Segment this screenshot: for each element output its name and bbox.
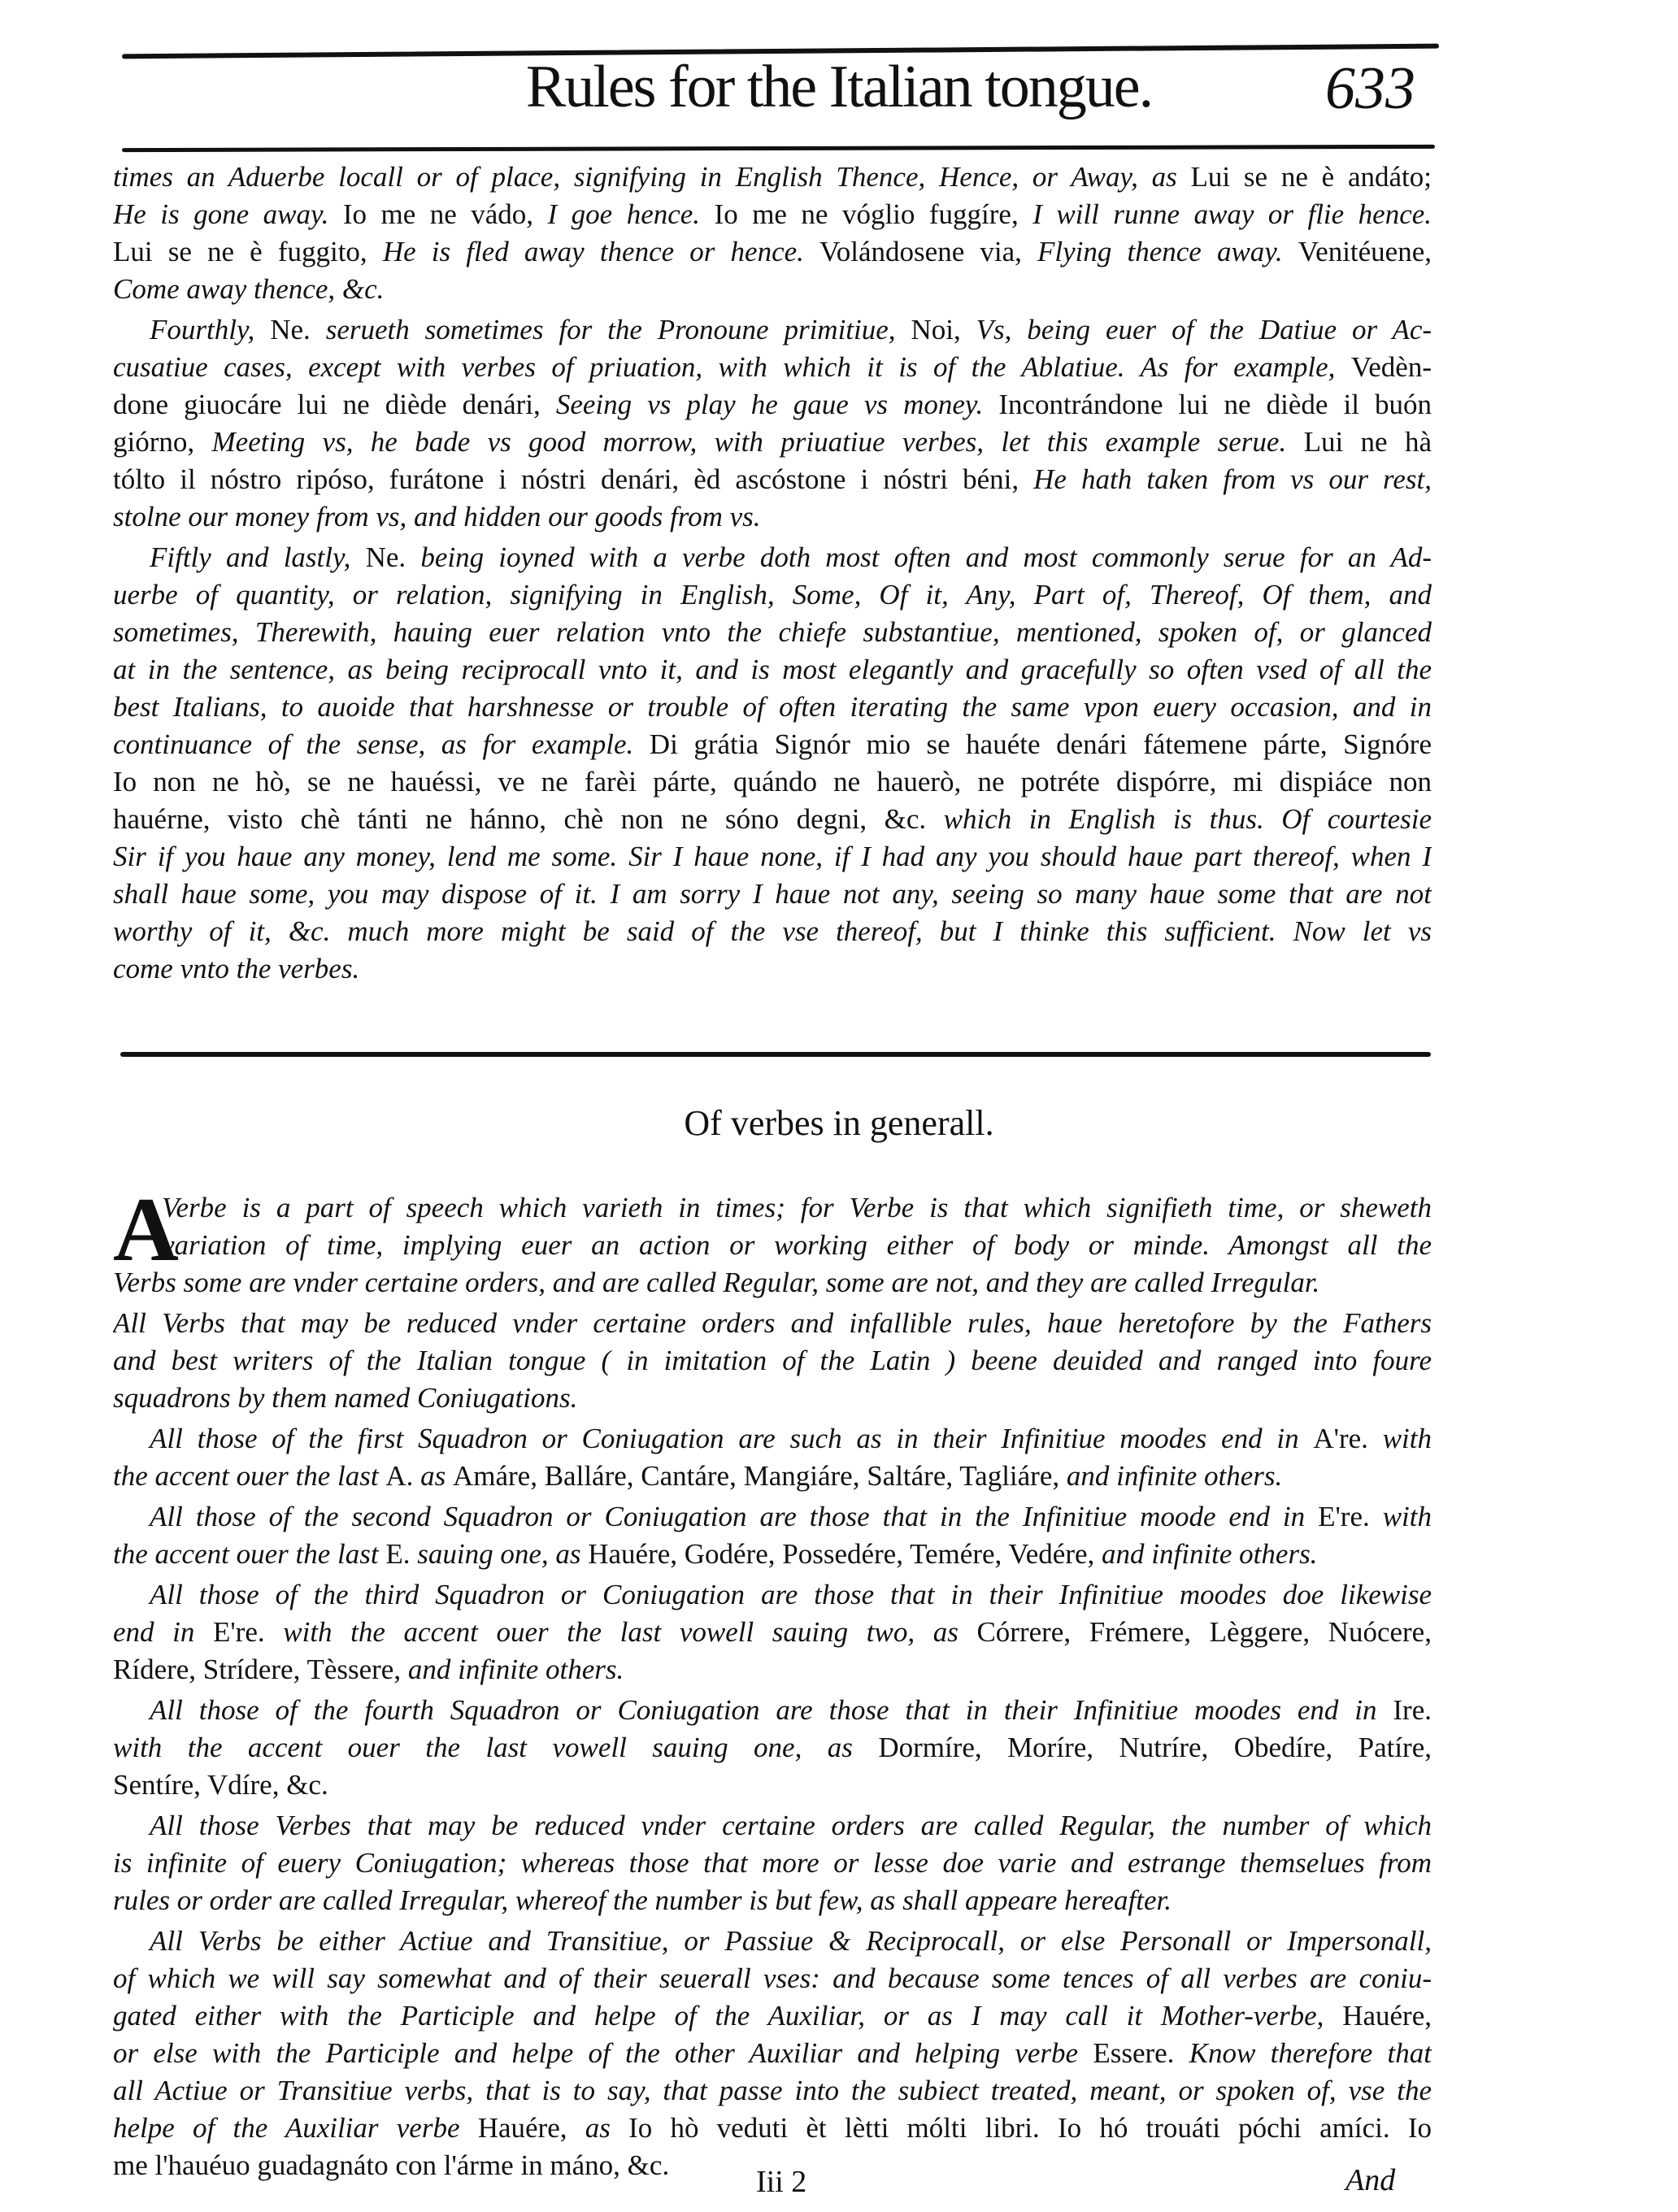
paragraph (113, 311, 1432, 536)
italic-text: He is fled away thence or hence. (382, 236, 820, 267)
text-line (113, 539, 1432, 576)
italic-text: sometimes, Therewith, hauing euer relation vnto the chiefe substantiue, mentioned, spoken of, or glanced (113, 616, 1432, 648)
italic-text: I will runne away or flie hence. (1032, 198, 1432, 230)
italic-text: rules or order are called Irregular, whereof the number is but few, as shall appeare hereafter. (113, 1884, 1172, 1916)
italic-text: Meeting vs, he bade vs good morrow, with priuatiue verbes, let this example serue. (211, 426, 1304, 458)
italic-text: times an Aduerbe locall or of place, signifying in English Thence, Hence, or Away, as (113, 161, 1191, 193)
text-line (113, 1692, 1432, 1729)
roman-text: Ne. (270, 314, 326, 345)
roman-text: Io hò veduti èt lètti mólti libri. Io hó trouáti póchi amíci. Io (628, 2112, 1432, 2144)
text-line (113, 1767, 1432, 1804)
text-line (113, 651, 1432, 689)
paragraph (113, 1180, 1432, 1302)
paragraph (113, 1420, 1432, 1495)
text-line (113, 801, 1432, 838)
italic-text: end in (113, 1616, 213, 1648)
paragraph (113, 1576, 1432, 1688)
italic-text: All Verbs that may be reduced vnder certaine orders and infallible rules, haue heretofore by the Fathers (113, 1307, 1432, 1339)
section-heading: Of verbes in generall. (684, 1103, 994, 1143)
italic-text: as (420, 1460, 453, 1492)
text-line (113, 1498, 1432, 1536)
text-line (113, 386, 1432, 424)
text-line (113, 424, 1432, 461)
italic-text: which in English is thus. Of courtesie (943, 803, 1432, 835)
roman-text: Córrere, Frémere, Lèggere, Nuócere, (976, 1616, 1432, 1648)
roman-text: E're. (213, 1616, 284, 1648)
roman-text: Sentíre, Vdíre, &c. (113, 1769, 328, 1801)
paragraph (113, 1692, 1432, 1804)
roman-text: E. (385, 1538, 418, 1570)
text-line (113, 1960, 1432, 1997)
paragraph (113, 539, 1432, 988)
paragraph (113, 159, 1432, 308)
text-line (113, 1458, 1432, 1495)
paragraph (113, 1305, 1432, 1417)
text-line (113, 2035, 1432, 2072)
roman-text: Lui se ne è andáto; (1190, 161, 1432, 193)
italic-text: the accent ouer the last (113, 1538, 386, 1570)
italic-text: with the accent ouer the last vowell sauing one, as (113, 1732, 879, 1763)
text-line (113, 726, 1432, 763)
signature-mark: Iii 2 (756, 2165, 807, 2199)
text-line (113, 271, 1432, 308)
text-line (113, 1536, 1432, 1573)
section-verbes-in-generall (113, 1180, 1432, 2188)
italic-text: He is gone away. (113, 198, 343, 230)
text-line (113, 1264, 1432, 1302)
italic-text: I goe hence. (547, 198, 715, 230)
text-line (113, 763, 1432, 801)
italic-text: stolne our money from vs, and hidden our goods from vs. (113, 501, 761, 532)
italic-text: All Verbs be either Actiue and Transitiue, or Passiue & Reciprocall, or else Personall or Impersonall, (150, 1925, 1432, 1957)
italic-text: squadrons by them named Coniugations. (113, 1382, 578, 1414)
italic-text: Fiftly and lastly, (150, 541, 366, 573)
running-title: Rules for the Italian tongue. (525, 54, 1153, 120)
roman-text: Io me ne vóglio fuggíre, (714, 198, 1033, 230)
paragraph (113, 1923, 1432, 2184)
text-line (113, 576, 1432, 614)
roman-text: Rídere, Strídere, Tèssere, (113, 1654, 408, 1685)
text-line (113, 461, 1432, 498)
roman-text: Venitéuene, (1298, 236, 1432, 267)
italic-text: sauing one, as (417, 1538, 589, 1570)
italic-text: worthy of it, &c. much more might be said of the vse thereof, but I thinke this sufficient. Now let vs (113, 915, 1432, 947)
catchword: And (1345, 2163, 1396, 2197)
text-line (113, 311, 1432, 349)
text-line (113, 1342, 1432, 1380)
roman-text: Incontrándone lui ne diède il buón (998, 389, 1432, 420)
text-line (113, 159, 1432, 196)
roman-text: Ire. (1393, 1694, 1432, 1726)
roman-text: Hauére, (1342, 2000, 1432, 2032)
roman-text: Lui ne hà (1303, 426, 1432, 458)
italic-text: of which we will say somewhat and of their seuerall vses: and because some tences of all verbes are coniu- (113, 1962, 1432, 1994)
roman-text: Ne. (365, 541, 421, 573)
text-line (113, 614, 1432, 651)
italic-text: come vnto the verbes. (113, 953, 360, 984)
text-line (113, 1882, 1432, 1919)
text-line (113, 1614, 1432, 1651)
text-line (113, 498, 1432, 536)
roman-text: Vedèn- (1350, 351, 1432, 383)
text-line (113, 1576, 1432, 1614)
text-line (113, 1227, 1432, 1264)
text-line (113, 913, 1432, 950)
text-line (113, 1807, 1432, 1845)
roman-text: Noi, (911, 314, 976, 345)
italic-text: Know therefore that (1189, 2037, 1432, 2069)
italic-text: being ioyned with a verbe doth most often and most commonly serue for an Ad- (420, 541, 1432, 573)
roman-text: Hauére, Godére, Possedére, Temére, Vedére, (588, 1538, 1102, 1570)
italic-text: uerbe of quantity, or relation, signifying in English, Some, Of it, Any, Part of, Thereof, Of them, and (113, 579, 1432, 611)
text-line (113, 1997, 1432, 2035)
italic-text: Come away thence, &c. (113, 273, 385, 305)
italic-text: all Actiue or Transitiue verbs, that is to say, that passe into the subiect treated, meant, or spoken of, vse the (113, 2075, 1432, 2106)
italic-text: Sir if you haue any money, lend me some. Sir I haue none, if I had any you should haue part thereof, when I (113, 841, 1432, 872)
italic-text: the accent ouer the last (113, 1460, 386, 1492)
italic-text: Verbe is a part of speech which varieth in times; for Verbe is that which signifieth time, or sheweth (162, 1192, 1432, 1223)
italic-text: All those of the first Squadron or Coniugation are such as in their Infinitiue moodes end in (150, 1423, 1314, 1454)
roman-text: Amáre, Balláre, Cantáre, Mangiáre, Saltáre, Tagliáre, (452, 1460, 1067, 1492)
roman-text: A're. (1313, 1423, 1368, 1454)
italic-text: or else with the Participle and helpe of the other Auxiliar and helping verbe (113, 2037, 1093, 2069)
text-line (113, 1420, 1432, 1458)
italic-text: shall haue some, you may dispose of it. I am sorry I haue not any, seeing so many haue some that are not (113, 878, 1432, 910)
roman-text: giórno, (113, 426, 212, 458)
italic-text: Seeing vs play he gaue vs money. (555, 389, 999, 420)
text-line (113, 2072, 1432, 2110)
italic-text: All those of the third Squadron or Coniugation are those that in their Infinitiue moodes doe likewise (150, 1579, 1432, 1610)
roman-text: A. (385, 1460, 421, 1492)
italic-text: Vs, being euer of the Datiue or Ac- (976, 314, 1432, 345)
header-bottom-rule (122, 145, 1435, 152)
text-line (113, 349, 1432, 386)
text-line (113, 1305, 1432, 1342)
italic-text: All those of the second Squadron or Coniugation are those that in the Infinitiue moode end in (150, 1501, 1319, 1532)
italic-text: Fourthly, (150, 314, 271, 345)
italic-text: and infinite others. (1102, 1538, 1318, 1570)
text-line (113, 1189, 1432, 1227)
italic-text: cusatiue cases, except with verbes of priuation, with which it is of the Ablatiue. As for example, (113, 351, 1351, 383)
italic-text: as (585, 2112, 629, 2144)
roman-text: E're. (1318, 1501, 1370, 1532)
roman-text: tólto il nóstro ripóso, furátone i nóstri denári, èd ascóstone i nóstri béni, (113, 463, 1034, 495)
italic-text: continuance of the sense, as for example. (113, 728, 650, 760)
drop-cap: A (113, 1180, 179, 1280)
text-line (113, 1923, 1432, 1960)
text-line (113, 950, 1432, 988)
roman-text: hauérne, visto chè tánti ne hánno, chè non ne sóno degni, &c. (113, 803, 944, 835)
roman-text: me l'hauéuo guadagnáto con l'árme in máno, &c. (113, 2149, 670, 2181)
italic-text: Verbs some are vnder certaine orders, and are called Regular, some are not, and they are called Irregular. (113, 1267, 1320, 1298)
roman-text: Volándosene via, (819, 236, 1037, 267)
page-number: 633 (1325, 55, 1415, 122)
paragraph (113, 1807, 1432, 1919)
italic-text: with (1367, 1423, 1432, 1454)
text-line (113, 1729, 1432, 1767)
text-line (113, 233, 1432, 271)
italic-text: gated either with the Participle and helpe of the Auxiliar, or as I may call it Mother-verbe, (113, 2000, 1343, 2032)
italic-text: is infinite of euery Coniugation; whereas those that more or lesse doe varie and estrange themselues from (113, 1847, 1432, 1879)
text-line (113, 876, 1432, 913)
italic-text: All those of the fourth Squadron or Coniugation are those that in their Infinitiue moodes end in (150, 1694, 1393, 1726)
italic-text: All those Verbes that may be reduced vnder certaine orders are called Regular, the number of which (150, 1810, 1432, 1841)
italic-text: with the accent ouer the last vowell sauing two, as (283, 1616, 977, 1648)
italic-text: and infinite others. (1066, 1460, 1283, 1492)
italic-text: helpe of the Auxiliar verbe (113, 2112, 478, 2144)
roman-text: Dormíre, Moríre, Nutríre, Obedíre, Patíre, (878, 1732, 1432, 1763)
text-line (113, 1651, 1432, 1688)
section-divider-rule (120, 1052, 1431, 1057)
paragraph (113, 1498, 1432, 1573)
text-line (113, 2110, 1432, 2147)
text-line (113, 1845, 1432, 1882)
italic-text: Flying thence away. (1037, 236, 1298, 267)
italic-text: and infinite others. (407, 1654, 624, 1685)
italic-text: at in the sentence, as being reciprocall vnto it, and is most elegantly and gracefully so often vsed of all the (113, 654, 1432, 685)
roman-text: Io me ne vádo, (342, 198, 548, 230)
italic-text: best Italians, to auoide that harshnesse or trouble of often iterating the same vpon euery occasion, and in (113, 691, 1432, 723)
italic-text: and best writers of the Italian tongue ( in imitation of the Latin ) beene deuided and ranged into foure (113, 1345, 1432, 1376)
roman-text: Lui se ne è fuggito, (113, 236, 383, 267)
roman-text: done giuocáre lui ne diède denári, (113, 389, 556, 420)
text-line (113, 689, 1432, 726)
text-line (113, 838, 1432, 876)
section-continuation-text (113, 159, 1432, 991)
italic-text: He hath taken from vs our rest, (1033, 463, 1432, 495)
roman-text: Hauére, (477, 2112, 585, 2144)
roman-text: Io non ne hò, se ne hauéssi, ve ne farèi párte, quándo ne hauerò, ne potréte dispórre, mi dispiáce non (113, 766, 1432, 797)
italic-text: variation of time, implying euer an action or working either of body or minde. Amongst all the (162, 1229, 1432, 1261)
italic-text: with (1369, 1501, 1432, 1532)
italic-text: serueth sometimes for the Pronoune primitiue, (325, 314, 911, 345)
roman-text: Essere. (1093, 2037, 1189, 2069)
roman-text: Di grátia Signór mio se hauéte denári fátemene párte, Signóre (649, 728, 1432, 760)
text-line (113, 1380, 1432, 1417)
text-line (113, 196, 1432, 233)
